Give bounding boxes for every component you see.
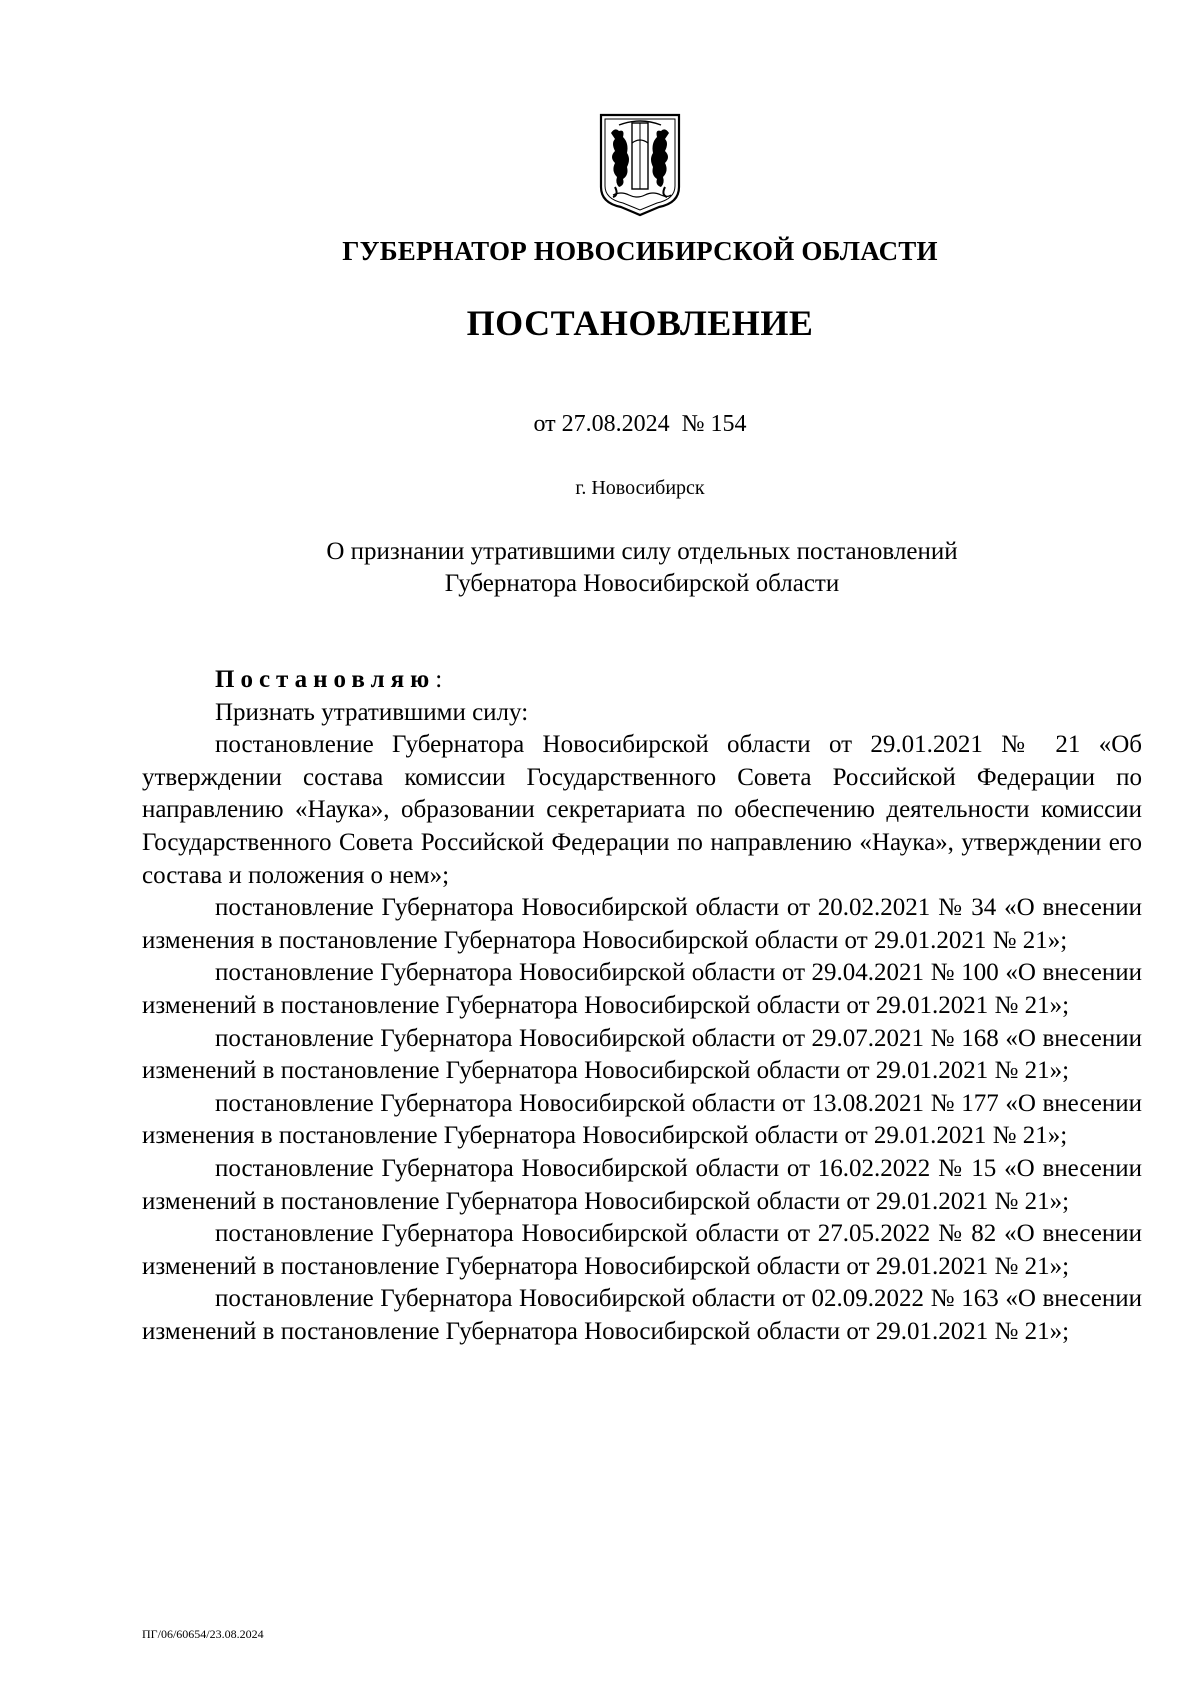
decree-colon: : — [435, 666, 443, 693]
coat-of-arms-icon — [599, 113, 681, 217]
date-and-number: от 27.08.2024 № 154 — [533, 411, 747, 437]
document-code: ПГ/06/60654/23.08.2024 — [142, 1627, 264, 1641]
decree-word: Постановляю — [215, 666, 436, 693]
list-item: постановление Губернатора Новосибирской области от 29.04.2021 № 100 «О внесении изменений в постановление Губернатора Новосибирской области от 29.01.2021 № 21»; — [142, 959, 1142, 1019]
document-subject — [142, 536, 1142, 600]
document-body — [142, 664, 1142, 1348]
list-item: постановление Губернатора Новосибирской области от 16.02.2022 № 15 «О внесении изменений в постановление Губернатора Новосибирской области от 29.01.2021 № 21»; — [142, 1154, 1142, 1215]
city: г. Новосибирск — [575, 477, 705, 499]
decree-heading — [142, 664, 1142, 697]
issuing-authority: ГУБЕРНАТОР НОВОСИБИРСКОЙ ОБЛАСТИ — [342, 236, 938, 266]
list-item: постановление Губернатора Новосибирской области от 29.07.2021 № 168 «О внесении изменений в постановление Губернатора Новосибирской области от 29.01.2021 № 21»; — [142, 1024, 1142, 1085]
intro-paragraph: Признать утратившими силу: — [215, 698, 529, 726]
list-item: постановление Губернатора Новосибирской области от 13.08.2021 № 177 «О внесении изменения в постановление Губернатора Новосибирской области от 29.01.2021 № 21»; — [142, 1089, 1142, 1150]
list-item: постановление Губернатора Новосибирской области от 20.02.2021 № 34 «О внесении изменения в постановление Губернатора Новосибирской области от 29.01.2021 № 21»; — [142, 894, 1142, 954]
list-item: постановление Губернатора Новосибирской области от 02.09.2022 № 163 «О внесении изменений в постановление Губернатора Новосибирской области от 29.01.2021 № 21»; — [142, 1285, 1142, 1345]
list-item: постановление Губернатора Новосибирской области от 29.01.2021 № 21 «Об утверждении состава комиссии Государственного Совета Российской Федерации по направлению «Наука», образовании секретариата по обеспечению деятельности комиссии Государственного Совета Российской Федерации по направлению «Наука», утверждении его состава и положения о нем»; — [142, 731, 1142, 889]
subject-line: Губернатора Новосибирской области — [444, 570, 840, 597]
subject-line: О признании утратившими силу отдельных постановлений — [326, 538, 958, 565]
document-type: ПОСТАНОВЛЕНИЕ — [466, 303, 814, 343]
list-item: постановление Губернатора Новосибирской области от 27.05.2022 № 82 «О внесении изменений в постановление Губернатора Новосибирской области от 29.01.2021 № 21»; — [142, 1220, 1142, 1280]
